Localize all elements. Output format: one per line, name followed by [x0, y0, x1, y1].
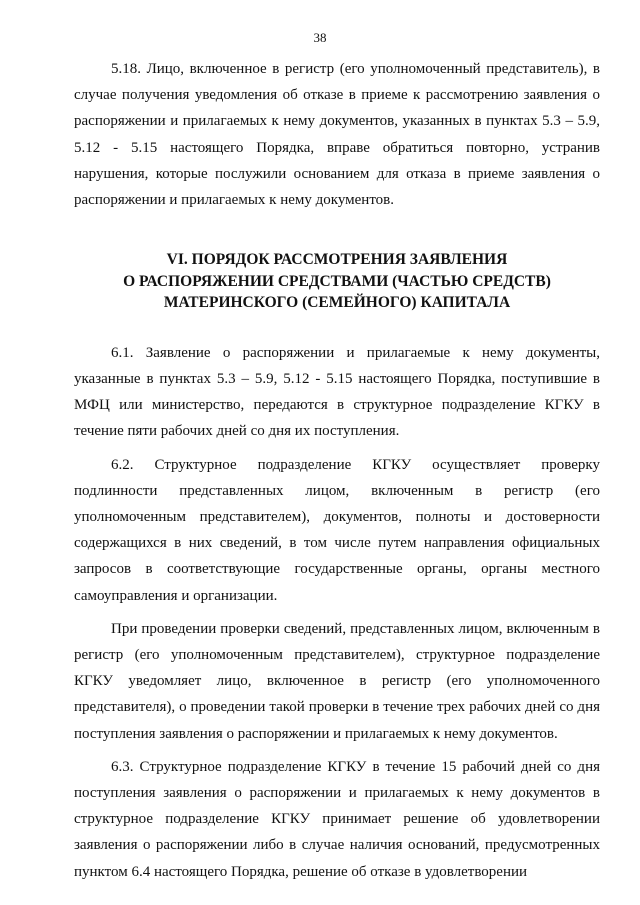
paragraph-6-3: 6.3. Структурное подразделение КГКУ в течение 15 рабочий дней со дня поступления заявления о распоряжении и прилагаемых к нему документов в структурное подразделение КГКУ принимает решение об удовлетворении заявления о распоряжении либо в случае наличия оснований, предусмотренных пунктом 6.4 настоящего Порядка, решение об отказе в удовлетворении — [74, 758, 600, 880]
document-body — [74, 56, 600, 885]
paragraph-6-1: 6.1. Заявление о распоряжении и прилагаемые к нему документы, указанные в пунктах 5.3 – 5.9, 5.12 - 5.15 настоящего Порядка, поступившие в МФЦ или министерство, передаются в структурное подразделение КГКУ в течение пяти рабочих дней со дня их поступления. — [74, 344, 600, 440]
paragraph-6-2-continued: При проведении проверки сведений, представленных лицом, включенным в регистр (его уполномоченным представителем), структурное подразделение КГКУ уведомляет лицо, включенное в регистр (его уполномоченного представителя), о проведении такой проверки в течение трех рабочих дней со дня поступления заявления о распоряжении и прилагаемых к нему документов. — [74, 620, 600, 742]
section-heading-line-2: О РАСПОРЯЖЕНИИ СРЕДСТВАМИ (ЧАСТЬЮ СРЕДСТВ) — [123, 272, 551, 290]
section-heading-line-1: VI. ПОРЯДОК РАССМОТРЕНИЯ ЗАЯВЛЕНИЯ — [166, 251, 508, 269]
paragraph-5-18: 5.18. Лицо, включенное в регистр (его уполномоченный представитель), в случае получения уведомления об отказе в приеме к рассмотрению заявления о распоряжении и прилагаемых к нему документов, указанных в пунктах 5.3 – 5.9, 5.12 - 5.15 настоящего Порядка, вправе обратиться повторно, устранив нарушения, которые послужили основанием для отказа в приеме заявления о распоряжении и прилагаемых к нему документов. — [74, 61, 600, 209]
section-heading — [74, 249, 600, 314]
paragraph-6-2: 6.2. Структурное подразделение КГКУ осуществляет проверку подлинности представленных лицом, включенным в регистр (его уполномоченным представителем), документов, полноты и достоверности содержащихся в них сведений, в том числе путем направления официальных запросов в соответствующие государственные органы, органы местного самоуправления и организации. — [74, 456, 600, 604]
section-heading-line-3: МАТЕРИНСКОГО (СЕМЕЙНОГО) КАПИТАЛА — [163, 294, 511, 312]
page-number: 38 — [313, 30, 327, 45]
